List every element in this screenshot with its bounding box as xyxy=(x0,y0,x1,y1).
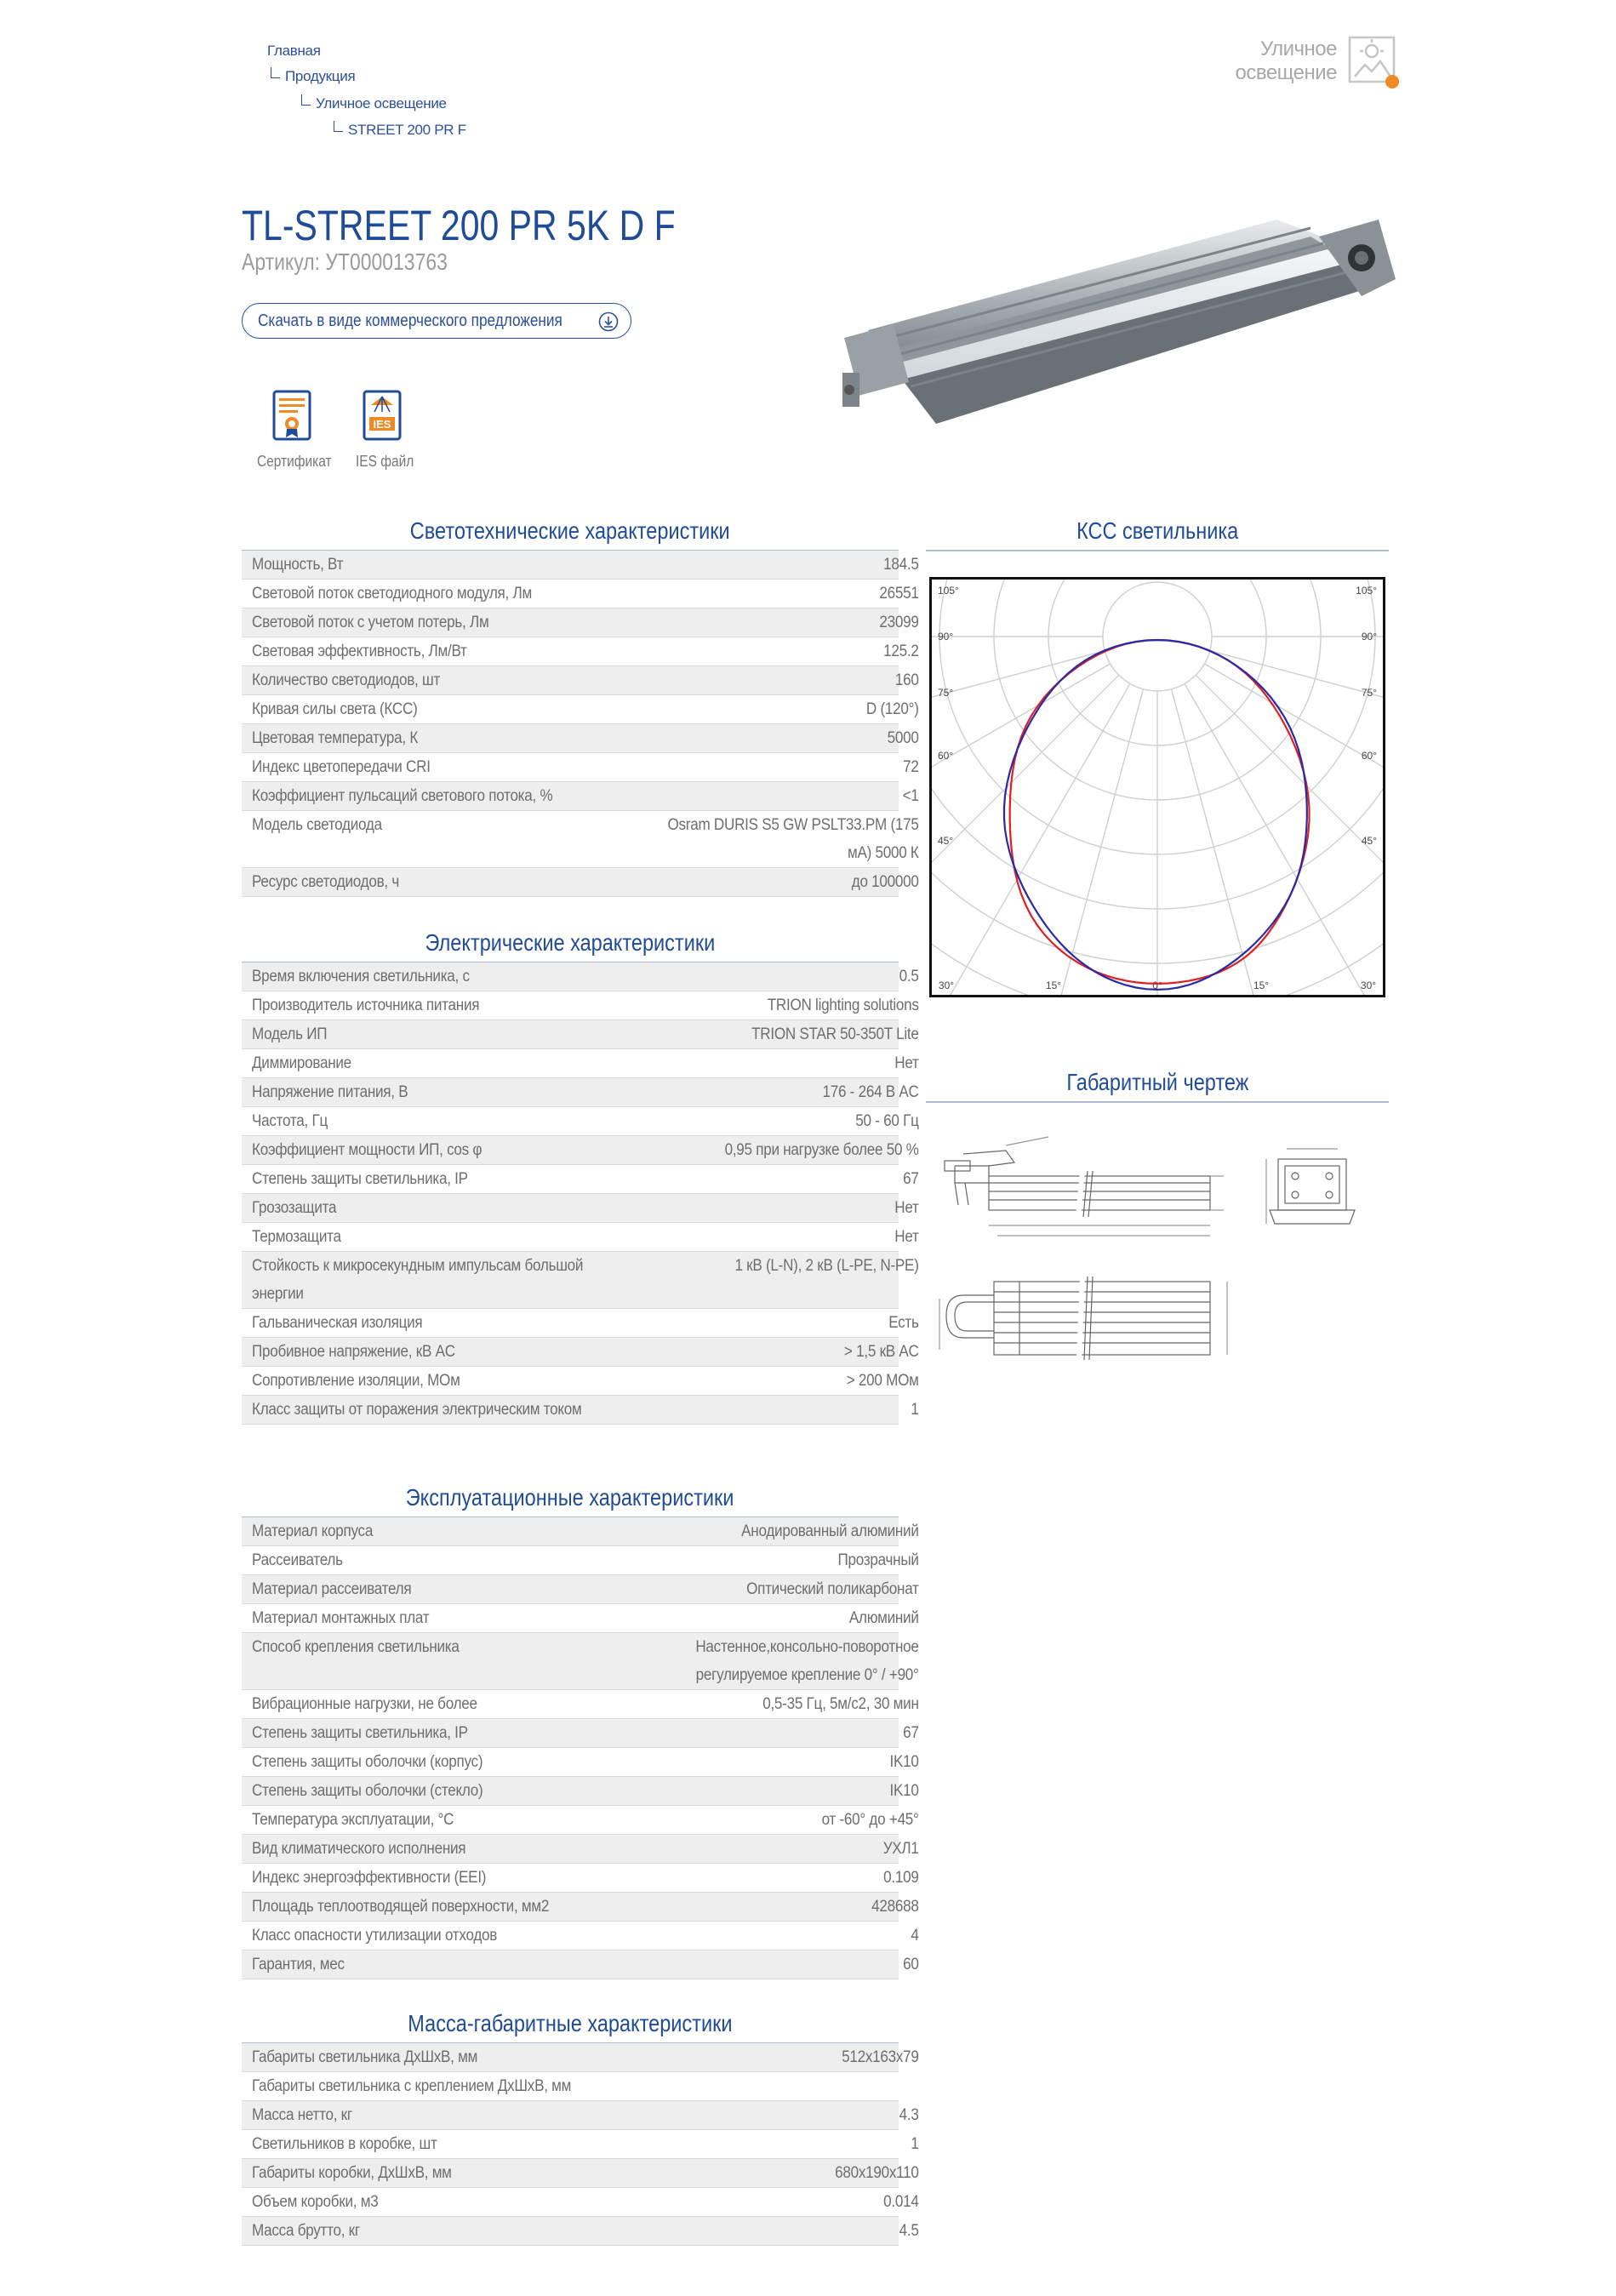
spec-value xyxy=(602,1049,919,1078)
spec-row xyxy=(242,666,899,695)
spec-row xyxy=(242,580,899,608)
spec-key xyxy=(242,1136,602,1165)
spec-key xyxy=(242,1309,602,1338)
spec-row xyxy=(242,2043,899,2072)
spec-key-text: Грозозащита xyxy=(252,1199,337,1217)
spec-row xyxy=(242,2072,899,2101)
spec-row xyxy=(242,2217,899,2246)
spec-row xyxy=(242,753,899,782)
spec-value-text: Алюминий xyxy=(848,1609,919,1627)
spec-value xyxy=(602,1690,919,1719)
spec-row xyxy=(242,1719,899,1748)
spec-value-text: 50 - 60 Гц xyxy=(855,1112,919,1130)
spec-value xyxy=(602,1367,919,1396)
spec-value xyxy=(602,2101,919,2130)
spec-key xyxy=(242,1107,602,1136)
angle-label-left: 90° xyxy=(938,631,954,643)
spec-value xyxy=(602,1777,919,1806)
spec-key xyxy=(242,1546,602,1575)
street-light-icon[interactable] xyxy=(1346,34,1401,90)
product-article: Артикул: УТ000013763 xyxy=(242,248,448,275)
spec-key xyxy=(242,1633,602,1690)
spec-value-text: 428688 xyxy=(871,1898,919,1916)
spec-key-text: Гарантия, мес xyxy=(252,1956,345,1973)
spec-value xyxy=(602,782,919,811)
spec-key-text: Степень защиты оболочки (корпус) xyxy=(252,1753,483,1771)
spec-row xyxy=(242,1338,899,1367)
spec-key xyxy=(242,608,602,637)
spec-row xyxy=(242,1777,899,1806)
spec-value xyxy=(602,1078,919,1107)
spec-value-text: 0.014 xyxy=(883,2193,919,2211)
spec-value xyxy=(602,2130,919,2159)
spec-value xyxy=(602,2072,899,2101)
spec-value-text: 60 xyxy=(903,1956,919,1973)
spec-value-text: от -60° до +45° xyxy=(821,1811,919,1829)
spec-value xyxy=(602,637,919,666)
angle-label-left: 45° xyxy=(938,835,954,847)
spec-key-text: Материал корпуса xyxy=(252,1522,374,1540)
section-title-electrical: Электрические характеристики xyxy=(425,929,716,956)
spec-value-text: Нет xyxy=(894,1054,919,1072)
spec-key-text: Модель светодиода xyxy=(252,816,382,834)
spec-row xyxy=(242,1517,899,1546)
spec-value xyxy=(602,1922,919,1950)
spec-key xyxy=(242,2130,602,2159)
drawing-title: Габаритный чертеж xyxy=(1065,1069,1249,1095)
spec-key xyxy=(242,1517,602,1546)
spec-value-text: 125.2 xyxy=(883,643,919,660)
spec-value xyxy=(602,753,919,782)
spec-key-text: Световая эффективность, Лм/Вт xyxy=(252,643,467,660)
spec-key-text: Габариты коробки, ДхШхВ, мм xyxy=(252,2164,452,2182)
spec-key-text: Габариты светильника с креплением ДхШхВ, мм xyxy=(252,2077,572,2095)
spec-key-text: Количество светодиодов, шт xyxy=(252,671,441,689)
spec-row xyxy=(242,782,899,811)
spec-value xyxy=(602,1806,919,1835)
breadcrumb-products[interactable]: Продукция xyxy=(271,68,355,85)
spec-key xyxy=(242,551,602,580)
ies-file-label[interactable]: IES файл xyxy=(356,453,414,470)
spec-row xyxy=(242,695,899,724)
spec-row xyxy=(242,1835,899,1864)
spec-value-text: Нет xyxy=(894,1228,919,1246)
spec-value-text: 4.3 xyxy=(899,2106,919,2124)
spec-row xyxy=(242,1136,899,1165)
spec-key-text: Диммирование xyxy=(252,1054,351,1072)
breadcrumb-tick-icon xyxy=(271,67,280,78)
spec-key-text: Индекс цветопередачи CRI xyxy=(252,758,431,776)
spec-value-text: TRION STAR 50-350T Lite xyxy=(751,1025,919,1043)
spec-row xyxy=(242,868,899,897)
spec-row xyxy=(242,1690,899,1719)
spec-key xyxy=(242,695,602,724)
spec-key-text: Модель ИП xyxy=(252,1025,328,1043)
spec-key-text: Гальваническая изоляция xyxy=(252,1314,423,1332)
breadcrumb-tick-icon xyxy=(334,121,343,132)
spec-value-text: 0,5-35 Гц, 5м/с2, 30 мин xyxy=(762,1695,919,1713)
angle-label-bottom: 15° xyxy=(1253,980,1270,991)
spec-row xyxy=(242,608,899,637)
spec-row xyxy=(242,637,899,666)
spec-value-text: до 100000 xyxy=(851,873,919,891)
spec-value xyxy=(602,1575,919,1604)
download-offer-label: Скачать в виде коммерческого предложения xyxy=(258,311,562,330)
spec-key xyxy=(242,1864,602,1893)
spec-row xyxy=(242,1748,899,1777)
spec-row xyxy=(242,1806,899,1835)
spec-value xyxy=(602,2043,919,2072)
spec-key xyxy=(242,782,602,811)
spec-key xyxy=(242,1719,602,1748)
spec-key-text: Материал рассеивателя xyxy=(252,1580,412,1598)
spec-row xyxy=(242,1546,899,1575)
breadcrumb-street-lighting[interactable]: Уличное освещение xyxy=(301,95,447,112)
spec-value xyxy=(602,1396,919,1425)
spec-key xyxy=(242,637,602,666)
spec-key xyxy=(242,1690,602,1719)
spec-value-text: Нет xyxy=(894,1199,919,1217)
spec-value xyxy=(602,1136,919,1165)
angle-label-bottom: 0° xyxy=(1152,980,1162,991)
spec-value-text: > 1,5 кВ AC xyxy=(843,1343,919,1361)
spec-key xyxy=(242,2217,602,2246)
spec-value xyxy=(602,724,919,753)
spec-row xyxy=(242,1252,899,1309)
spec-key xyxy=(242,868,602,897)
spec-value xyxy=(602,580,919,608)
spec-row xyxy=(242,1604,899,1633)
spec-value-text: УХЛ1 xyxy=(882,1840,919,1858)
angle-label-left: 105° xyxy=(938,585,959,597)
spec-key xyxy=(242,1950,602,1979)
spec-value xyxy=(602,1107,919,1136)
download-icon xyxy=(598,311,619,332)
spec-key xyxy=(242,1777,602,1806)
spec-key xyxy=(242,2072,602,2101)
category-label[interactable] xyxy=(1235,37,1337,85)
spec-key xyxy=(242,1078,602,1107)
spec-key xyxy=(242,1020,602,1049)
spec-value-text: 26551 xyxy=(879,585,919,603)
spec-key xyxy=(242,811,602,868)
spec-row xyxy=(242,1950,899,1979)
spec-value xyxy=(602,1165,919,1194)
spec-key-text: Цветовая температура, К xyxy=(252,729,419,747)
section-rule xyxy=(926,1101,1389,1103)
photometry-chart xyxy=(929,577,1385,997)
angle-label-bottom: 15° xyxy=(1045,980,1062,991)
spec-value xyxy=(602,1252,919,1309)
spec-value xyxy=(602,551,919,580)
spec-value xyxy=(602,1517,919,1546)
spec-key xyxy=(242,991,602,1020)
spec-key-text: Мощность, Вт xyxy=(252,556,344,574)
angle-label-right: 90° xyxy=(1361,631,1377,643)
spec-key xyxy=(242,1806,602,1835)
spec-row xyxy=(242,991,899,1020)
spec-row xyxy=(242,811,899,868)
spec-value-text: 0.5 xyxy=(899,968,919,985)
spec-key xyxy=(242,1575,602,1604)
spec-value-text: 67 xyxy=(903,1724,919,1742)
spec-row xyxy=(242,2159,899,2188)
spec-key xyxy=(242,1396,602,1425)
angle-label-right: 105° xyxy=(1356,585,1377,597)
spec-key xyxy=(242,1367,602,1396)
spec-key-text: Класс защиты от поражения электрическим током xyxy=(252,1401,582,1419)
spec-key-text: Частота, Гц xyxy=(252,1112,328,1130)
spec-value-text: 72 xyxy=(903,758,919,776)
spec-key-text: Ресурс светодиодов, ч xyxy=(252,873,400,891)
spec-key xyxy=(242,1835,602,1864)
spec-key-text: Световой поток с учетом потерь, Лм xyxy=(252,614,489,631)
spec-value xyxy=(602,1338,919,1367)
spec-value-text: 4.5 xyxy=(899,2222,919,2240)
spec-value-text: Есть xyxy=(888,1314,919,1332)
spec-value-text: Прозрачный xyxy=(837,1551,919,1569)
spec-key-text: Световой поток светодиодного модуля, Лм xyxy=(252,585,532,603)
spec-value xyxy=(602,695,919,724)
spec-key-text: Масса брутто, кг xyxy=(252,2222,360,2240)
spec-key-text: Рассеиватель xyxy=(252,1551,343,1569)
spec-value xyxy=(602,1020,919,1049)
spec-key xyxy=(242,2188,602,2217)
spec-value-text: 0.109 xyxy=(883,1869,919,1887)
spec-value-text: Настенное,консольно-поворотное регулируемое крепление 0° / +90° xyxy=(695,1638,919,1684)
spec-key-text: Габариты светильника ДхШхВ, мм xyxy=(252,2048,478,2066)
photometry-title: КСС светильника xyxy=(1076,517,1239,544)
certificate-label[interactable]: Сертификат xyxy=(257,453,332,470)
spec-value-text: 67 xyxy=(903,1170,919,1188)
spec-value-text: Оптический поликарбонат xyxy=(746,1580,919,1598)
spec-row xyxy=(242,1107,899,1136)
spec-key xyxy=(242,1604,602,1633)
spec-value xyxy=(602,811,919,868)
section-title-lighting: Светотехнические характеристики xyxy=(410,517,730,544)
breadcrumb-home[interactable]: Главная xyxy=(267,43,321,59)
spec-key-text: Материал монтажных плат xyxy=(252,1609,430,1627)
spec-value-text: 1 xyxy=(911,1401,919,1419)
spec-key-text: Вид климатического исполнения xyxy=(252,1840,466,1858)
spec-value-text: IK10 xyxy=(889,1782,919,1800)
spec-row xyxy=(242,1309,899,1338)
spec-key xyxy=(242,1922,602,1950)
spec-key-text: Коэффициент пульсаций светового потока, % xyxy=(252,787,553,805)
spec-row xyxy=(242,1922,899,1950)
ies-badge: IES xyxy=(373,418,391,431)
spec-key xyxy=(242,1338,602,1367)
spec-key-text: Напряжение питания, В xyxy=(252,1083,408,1101)
spec-key-text: Площадь теплоотводящей поверхности, мм2 xyxy=(252,1898,550,1916)
spec-value xyxy=(602,2159,919,2188)
spec-value xyxy=(602,868,919,897)
angle-label-left: 75° xyxy=(938,687,954,699)
spec-key-text: Степень защиты светильника, IP xyxy=(252,1724,468,1742)
spec-key-text: Производитель источника питания xyxy=(252,997,480,1014)
spec-key-text: Класс опасности утилизации отходов xyxy=(252,1927,498,1945)
section-title-dimensions: Масса-габаритные характеристики xyxy=(408,2010,733,2036)
spec-value xyxy=(602,1309,919,1338)
spec-row xyxy=(242,1223,899,1252)
spec-row xyxy=(242,1165,899,1194)
spec-key xyxy=(242,724,602,753)
angle-label-right: 60° xyxy=(1361,750,1377,762)
spec-value-text: 4 xyxy=(911,1927,919,1945)
spec-key xyxy=(242,1194,602,1223)
spec-table-lighting xyxy=(242,551,919,897)
spec-key xyxy=(242,2101,602,2130)
spec-value xyxy=(602,666,919,695)
spec-value-text: 1 xyxy=(911,2135,919,2153)
spec-row xyxy=(242,1078,899,1107)
spec-value-text: 160 xyxy=(894,671,919,689)
spec-value-text: 5000 xyxy=(887,729,919,747)
spec-value-text: Osram DURIS S5 GW PSLT33.PM (175 мА) 5000 К xyxy=(667,816,919,862)
spec-key xyxy=(242,1252,602,1309)
angle-label-right: 75° xyxy=(1361,687,1377,699)
spec-key-text: Светильников в коробке, шт xyxy=(252,2135,437,2153)
spec-value-text: TRION lighting solutions xyxy=(767,997,919,1014)
spec-key-text: Индекс энергоэффективности (EEI) xyxy=(252,1869,487,1887)
spec-table-operational xyxy=(242,1517,919,1979)
spec-key-text: Стойкость к микросекундным импульсам большой энергии xyxy=(252,1257,584,1303)
spec-key-text: Температура эксплуатации, °С xyxy=(252,1811,454,1829)
spec-value xyxy=(602,991,919,1020)
spec-row xyxy=(242,1049,899,1078)
spec-value xyxy=(602,1950,919,1979)
dimension-drawing xyxy=(929,1128,1389,1384)
spec-key xyxy=(242,2159,602,2188)
spec-value-text: > 200 МОм xyxy=(846,1372,919,1390)
spec-key xyxy=(242,1165,602,1194)
certificate-icon[interactable] xyxy=(272,390,311,441)
spec-value-text: 176 - 264 В AC xyxy=(822,1083,919,1101)
spec-value xyxy=(602,1748,919,1777)
spec-row xyxy=(242,1864,899,1893)
spec-key xyxy=(242,1748,602,1777)
spec-value-text: D (120°) xyxy=(865,700,919,718)
spec-key xyxy=(242,2043,602,2072)
spec-key-text: Вибрационные нагрузки, не более xyxy=(252,1695,477,1713)
spec-value-text: 0,95 при нагрузке более 50 % xyxy=(724,1141,919,1159)
spec-value xyxy=(602,962,919,991)
spec-value-text: 184.5 xyxy=(883,556,919,574)
product-image xyxy=(834,186,1396,441)
spec-key xyxy=(242,1223,602,1252)
ies-file-icon[interactable] xyxy=(363,390,402,441)
spec-value-text: 512x163x79 xyxy=(842,2048,919,2066)
angle-label-bottom: 30° xyxy=(938,980,955,991)
spec-row xyxy=(242,1020,899,1049)
spec-value xyxy=(602,2217,919,2246)
spec-key-text: Сопротивление изоляции, МОм xyxy=(252,1372,460,1390)
spec-key-text: Степень защиты оболочки (стекло) xyxy=(252,1782,483,1800)
spec-row xyxy=(242,2188,899,2217)
spec-key-text: Термозащита xyxy=(252,1228,341,1246)
spec-value xyxy=(602,1835,919,1864)
spec-row xyxy=(242,1575,899,1604)
spec-row xyxy=(242,962,899,991)
spec-key-text: Объем коробки, м3 xyxy=(252,2193,379,2211)
spec-row xyxy=(242,1367,899,1396)
spec-row xyxy=(242,1194,899,1223)
breadcrumb-current: STREET 200 PR F xyxy=(334,122,466,139)
category-line1: Уличное xyxy=(1259,37,1337,60)
spec-value xyxy=(602,2188,919,2217)
spec-key-text: Способ крепления светильника xyxy=(252,1638,460,1656)
spec-key xyxy=(242,753,602,782)
spec-value-text: <1 xyxy=(902,787,919,805)
spec-value xyxy=(602,1223,919,1252)
spec-row xyxy=(242,2101,899,2130)
spec-value xyxy=(602,1604,919,1633)
spec-table-dimensions xyxy=(242,2043,919,2246)
spec-value-text: IK10 xyxy=(889,1753,919,1771)
spec-value xyxy=(602,1719,919,1748)
spec-row xyxy=(242,1893,899,1922)
spec-key xyxy=(242,1893,602,1922)
spec-value-text: 680x190x110 xyxy=(835,2164,919,2182)
angle-label-bottom: 30° xyxy=(1360,980,1377,991)
product-title: TL-STREET 200 PR 5K D F xyxy=(242,202,676,249)
spec-value-text: 1 кВ (L-N), 2 кВ (L-PE, N-PE) xyxy=(734,1257,919,1275)
angle-label-left: 60° xyxy=(938,750,954,762)
spec-row xyxy=(242,724,899,753)
section-rule xyxy=(926,550,1389,551)
spec-key xyxy=(242,666,602,695)
spec-value xyxy=(602,1893,919,1922)
spec-row xyxy=(242,1633,899,1690)
breadcrumb-tick-icon xyxy=(301,94,311,106)
spec-value xyxy=(602,1864,919,1893)
section-title-operational: Эксплуатационные характеристики xyxy=(406,1484,734,1511)
spec-row xyxy=(242,2130,899,2159)
spec-key-text: Пробивное напряжение, кВ AC xyxy=(252,1343,455,1361)
spec-key-text: Кривая силы света (КСС) xyxy=(252,700,418,718)
spec-value-text: Анодированный алюминий xyxy=(741,1522,919,1540)
spec-key xyxy=(242,962,602,991)
angle-label-right: 45° xyxy=(1361,835,1377,847)
spec-value xyxy=(602,1546,919,1575)
spec-key xyxy=(242,580,602,608)
category-line2: освещение xyxy=(1235,61,1337,84)
spec-row xyxy=(242,551,899,580)
spec-key-text: Коэффициент мощности ИП, cos φ xyxy=(252,1141,483,1159)
spec-key-text: Время включения светильника, с xyxy=(252,968,470,985)
spec-value xyxy=(602,608,919,637)
spec-value xyxy=(602,1633,919,1690)
spec-key-text: Масса нетто, кг xyxy=(252,2106,352,2124)
spec-value xyxy=(602,1194,919,1223)
spec-key-text: Степень защиты светильника, IP xyxy=(252,1170,468,1188)
spec-row xyxy=(242,1396,899,1425)
download-offer-button[interactable] xyxy=(242,303,631,339)
spec-value-text: 23099 xyxy=(879,614,919,631)
spec-key xyxy=(242,1049,602,1078)
spec-table-electrical xyxy=(242,962,919,1425)
